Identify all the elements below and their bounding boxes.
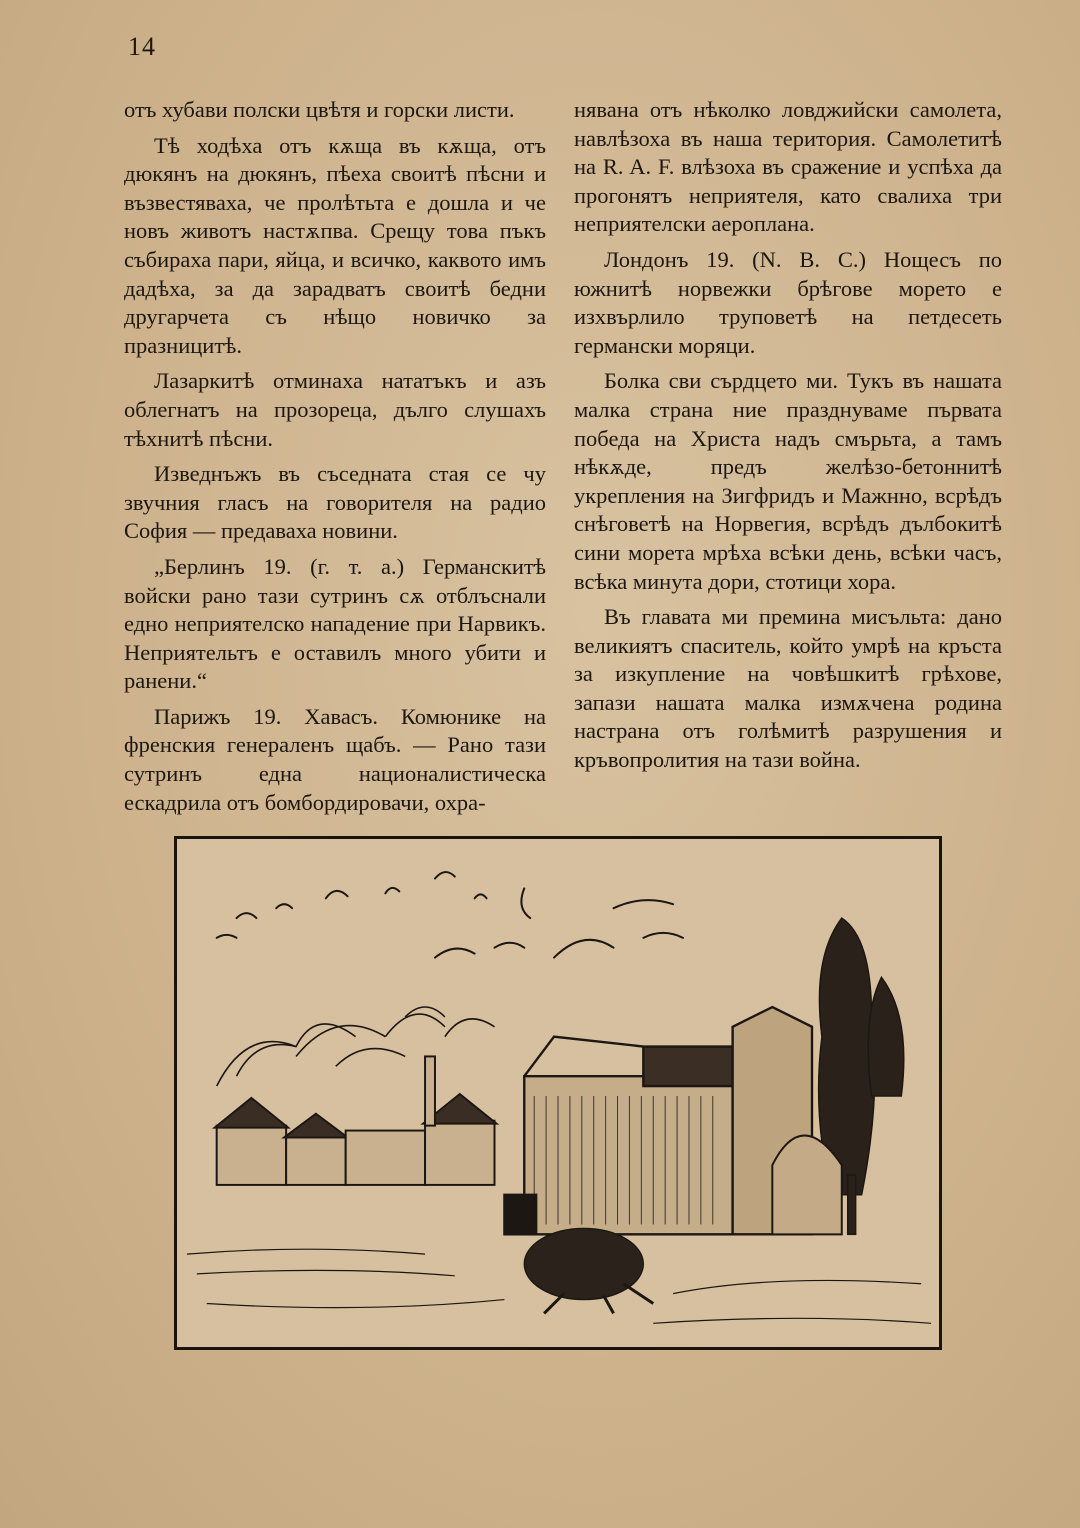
paragraph: Болка сви сърдцето ми. Тукъ въ нашата малка страна ние празднуваме първата победа на Христа надъ смърьта, а тамъ нѣкѫде, предъ желѣзо-бетоннитѣ укрепления на Зигфридъ и Мажнно, всрѣдъ снѣговетѣ на Норвегия, всрѣдъ дълбокитѣ сини морета мрѣха всѣки день, всѣки часъ, всѣка минута дори, стотици хора. xyxy=(574,368,1002,594)
paragraph: отъ хубави полски цвѣтя и горски листи. xyxy=(124,97,515,122)
paragraph: Изведнъжъ въ съседната стая се чу звучния гласъ на говорителя на радио София — предаваха новини. xyxy=(124,461,546,544)
right-text-column xyxy=(574,96,1002,782)
paragraph: Въ главата ми премина мисъльта: дано великиятъ спаситель, който умрѣ на кръста за изкупление на човѣшкитѣ грѣхове, запази нашата малка измѫчена родина настрана отъ голѣмитѣ разрушения и кръвопролития на тази война. xyxy=(574,604,1002,773)
left-text-column xyxy=(124,96,546,824)
village-engraving-image xyxy=(177,839,939,1347)
paragraph: нявана отъ нѣколко ловджийски самолета, навлѣзоха въ наша територия. Самолетитѣ на R. A. F. влѣзоха въ сражение и успѣха да прогонятъ неприятеля, като свалиха три неприятелски аероплана. xyxy=(574,97,1002,237)
paragraph: Лондонъ 19. (N. B. C.) Нощесъ по южнитѣ норвежки брѣгове морето е изхвърлило труповетѣ на петдесеть германски моряци. xyxy=(574,246,1002,358)
page-number: 14 xyxy=(128,32,156,61)
paragraph: Лазаркитѣ отминаха нататъкъ и азъ облегнатъ на прозореца, дълго слушахъ тѣхнитѣ пѣсни. xyxy=(124,368,546,451)
paragraph: Парижъ 19. Хавасъ. Комюнике на френския генераленъ щабъ. — Рано тази сутринъ една националистическа ескадрила отъ бомбордировачи, охра- xyxy=(124,703,546,815)
village-illustration xyxy=(174,836,942,1350)
paragraph: Тѣ ходѣха отъ кѫща въ кѫща, отъ дюкянъ на дюкянъ, пѣеха своитѣ пѣсни и възвестяваха, че пролѣтьта е дошла и че новъ животъ настѫпва. Срещу това пъкъ събираха пари, яйца, и всичко, каквото имъ дадѣха, за да зарадватъ своитѣ бедни другарчета съ нѣщо новичко за празницитѣ. xyxy=(124,132,546,358)
paragraph: „Берлинъ 19. (г. т. а.) Германскитѣ войски рано тази сутринъ сѫ отблъснали едно неприятелско нападение при Нарвикъ. Неприятельтъ е оставилъ много убити и ранени.“ xyxy=(124,553,546,694)
